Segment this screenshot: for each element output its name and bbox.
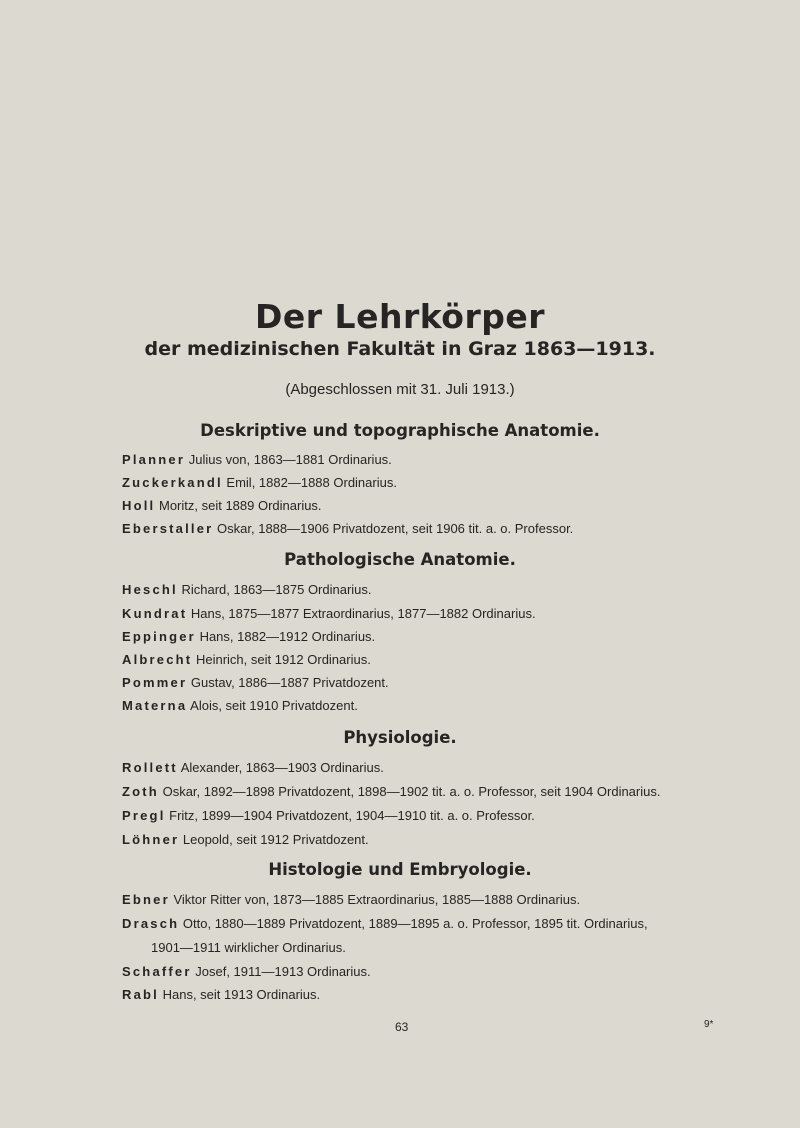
list-item: [122, 760, 794, 775]
entry-text: Alois, seit 1910 Privatdozent.: [190, 698, 358, 713]
entry-text: Heinrich, seit 1912 Ordinarius.: [195, 652, 371, 667]
page-subtitle: der medizinischen Fakultät in Graz 1863—1913.: [144, 338, 656, 360]
entry-name: Pommer: [122, 675, 188, 690]
signature-mark: 9*: [704, 1019, 714, 1030]
entry-name: Pregl: [122, 808, 166, 823]
entry-name: Holl: [122, 498, 156, 513]
entry-text: Hans, 1875—1877 Extraordinarius, 1877—1882 Ordinarius.: [190, 606, 536, 621]
list-item: [122, 521, 794, 536]
list-item: [122, 498, 794, 513]
entry-name: Drasch: [122, 916, 180, 931]
entry-name: Rabl: [122, 987, 159, 1002]
entry-text: Emil, 1882—1888 Ordinarius.: [226, 475, 397, 490]
entry-name: Materna: [122, 698, 188, 713]
entry-name: Albrecht: [122, 652, 193, 667]
entry-name: Ebner: [122, 892, 170, 907]
entry-name: Kundrat: [122, 606, 188, 621]
entry-text: Hans, 1882—1912 Ordinarius.: [199, 629, 376, 644]
entry-name: Heschl: [122, 582, 178, 597]
entry-name: Schaffer: [122, 964, 192, 979]
entry-text: Hans, seit 1913 Ordinarius.: [162, 987, 321, 1002]
entry-name: Löhner: [122, 832, 180, 847]
entry-name: Eppinger: [122, 629, 196, 644]
section-heading-anatomy: Deskriptive und topographische Anatomie.: [200, 421, 600, 440]
list-item: [122, 629, 794, 644]
entry-text: Gustav, 1886—1887 Privatdozent.: [190, 675, 389, 690]
list-item: [122, 916, 794, 931]
entry-name: Rollett: [122, 760, 178, 775]
entry-text: Julius von, 1863—1881 Ordinarius.: [188, 452, 392, 467]
list-item: [122, 475, 794, 490]
list-item: [122, 808, 794, 823]
list-item: [122, 987, 794, 1002]
entry-text: Richard, 1863—1875 Ordinarius.: [181, 582, 372, 597]
entry-name: Zuckerkandl: [122, 475, 223, 490]
list-item: [122, 832, 794, 847]
date-note: (Abgeschlossen mit 31. Juli 1913.): [285, 381, 515, 398]
section-heading-pathology: Pathologische Anatomie.: [284, 550, 516, 569]
entry-text: Viktor Ritter von, 1873—1885 Extraordinarius, 1885—1888 Ordinarius.: [173, 892, 581, 907]
list-item: [122, 892, 794, 907]
entry-name: Planner: [122, 452, 186, 467]
entry-text: Moritz, seit 1889 Ordinarius.: [158, 498, 322, 513]
list-item: [122, 675, 794, 690]
entry-text: Oskar, 1892—1898 Privatdozent, 1898—1902 tit. a. o. Professor, seit 1904 Ordinarius.: [162, 784, 661, 799]
entry-continuation: 1901—1911 wirklicher Ordinarius.: [151, 940, 346, 955]
list-item: [122, 606, 794, 621]
entry-text: Alexander, 1863—1903 Ordinarius.: [180, 760, 384, 775]
entry-text: Otto, 1880—1889 Privatdozent, 1889—1895 a. o. Professor, 1895 tit. Ordinarius,: [182, 916, 648, 931]
list-item: [122, 582, 794, 597]
entry-name: Eberstaller: [122, 521, 214, 536]
section-heading-physiology: Physiologie.: [343, 728, 457, 747]
list-item: [122, 652, 794, 667]
entry-text: Fritz, 1899—1904 Privatdozent, 1904—1910 tit. a. o. Professor.: [169, 808, 535, 823]
section-heading-histology: Histologie und Embryologie.: [268, 860, 532, 879]
entry-text: Oskar, 1888—1906 Privatdozent, seit 1906 tit. a. o. Professor.: [217, 521, 574, 536]
page-number: 63: [395, 1020, 409, 1034]
list-item: [122, 698, 794, 713]
page-title: Der Lehrkörper: [255, 297, 545, 336]
entry-name: Zoth: [122, 784, 159, 799]
entry-text: Josef, 1911—1913 Ordinarius.: [195, 964, 371, 979]
list-item: [122, 784, 794, 799]
list-item: [122, 964, 794, 979]
entry-text: Leopold, seit 1912 Privatdozent.: [182, 832, 369, 847]
list-item: [122, 452, 794, 467]
